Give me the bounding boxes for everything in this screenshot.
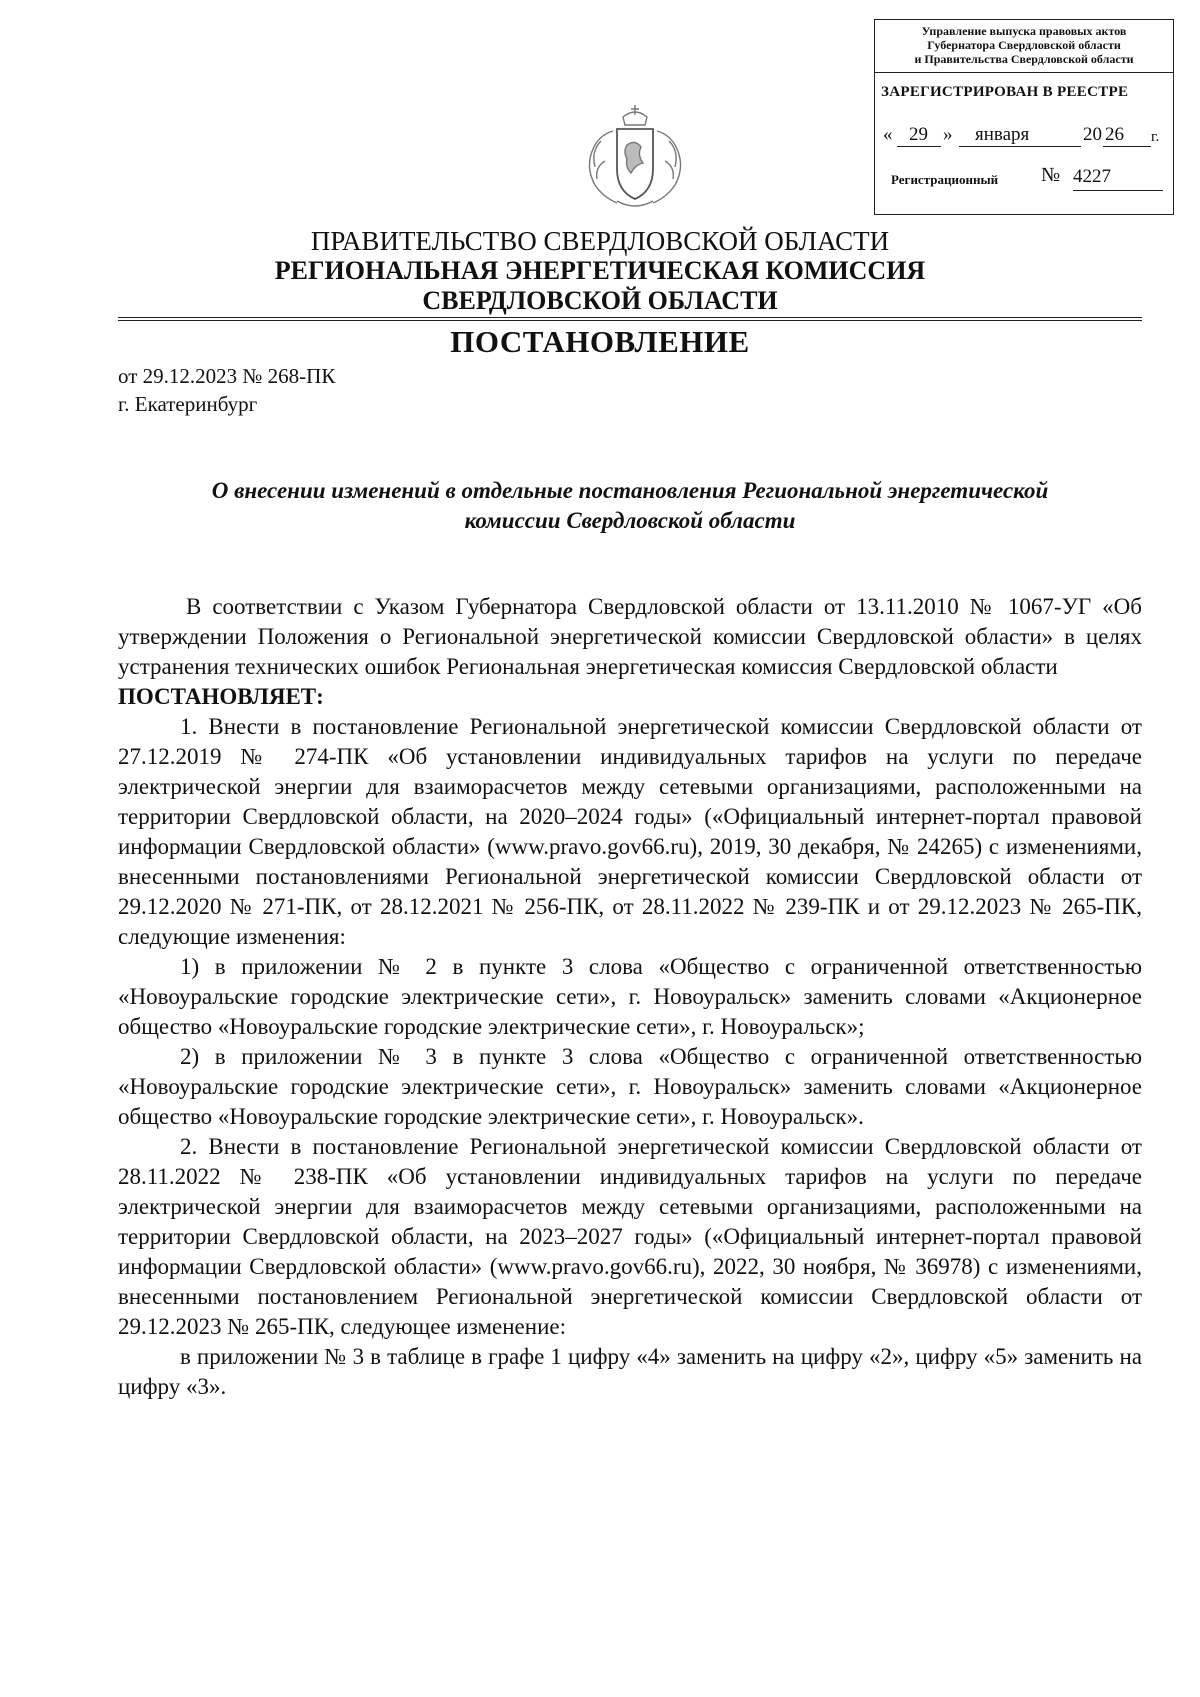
header-divider [118,317,1142,318]
subject-line: О внесении изменений в отдельные постановления Региональной энергетической [211,478,1049,503]
stamp-year-mark: г. [1151,129,1160,145]
stamp-header-line: Управление выпуска правовых актов [921,24,1127,38]
government-title: ПРАВИТЕЛЬСТВО СВЕРДЛОВСКОЙ ОБЛАСТИ [310,226,890,256]
doc-city: г. Екатеринбург [118,392,258,416]
resolves-heading: ПОСТАНОВЛЯЕТ: [118,684,324,709]
stamp-day: 29 [909,124,928,145]
commission-title-line1: РЕГИОНАЛЬНАЯ ЭНЕРГЕТИЧЕСКАЯ КОМИССИЯ [274,256,926,285]
item-1-1-paragraph: 1) в приложении № 2 в пункте 3 слова «Общество с ограниченной ответственностью «Новоуральские городские электрические сети», г. Новоуральск» заменить словами «Акционерное общество «Новоуральские городские электрические сети», г. Новоуральск»; [118,954,1142,1039]
stamp-year-suffix: 26 [1105,124,1124,145]
stamp-number-sign: № [1041,164,1061,186]
stamp-month: января [975,124,1030,145]
header-divider [118,320,1142,321]
stamp-header [875,20,1173,73]
stamp-quote-open: « [883,124,893,145]
stamp-reg-number [891,164,1111,188]
coat-of-arms-icon [565,103,705,213]
stamp-registered-label: ЗАРЕГИСТРИРОВАН В РЕЕСТРЕ [881,84,1129,100]
item-1-paragraph: 1. Внести в постановление Региональной энергетической комиссии Свердловской области от 27.12.2019 № 274-ПК «Об установлении индивидуальных тарифов на услуги по передаче электрической энергии для взаиморасчетов между сетевыми организациями, расположенными на территории Свердловской области, на 2020–2024 годы» («Официальный интернет-портал правовой информации Свердловской области» (www.pravo.gov66.ru), 2019, 30 декабря, № 24265) с изменениями, внесенными постановлениями Региональной энергетической комиссии Свердловской области от 29.12.2020 № 271-ПК, от 28.12.2021 № 256-ПК, от 28.11.2022 № 239-ПК и от 29.12.2023 № 265-ПК, следующие изменения: [118,714,1142,949]
stamp-header-line: и Правительства Свердловской области [914,52,1134,66]
item-2-paragraph: 2. Внести в постановление Региональной энергетической комиссии Свердловской области от 28.11.2022 № 238-ПК «Об установлении индивидуальных тарифов на услуги по передаче электрической энергии для взаиморасчетов между сетевыми организациями, расположенными на территории Свердловской области, на 2023–2027 годы» («Официальный интернет-портал правовой информации Свердловской области» (www.pravo.gov66.ru), 2022, 30 ноября, № 36978) с изменениями, внесенными постановлением Региональной энергетической комиссии Свердловской области от 29.12.2023 № 265-ПК, следующее изменение: [118,1134,1142,1339]
registration-stamp [874,19,1174,215]
stamp-quote-close: » [943,124,953,145]
stamp-number-value: 4227 [1073,166,1163,191]
subject-line: комиссии Свердловской области [464,508,796,533]
preamble-paragraph: В соответствии с Указом Губернатора Свердловской области от 13.11.2010 № 1067-УГ «Об утверждении Положения о Региональной энергетической комиссии Свердловской области» в целях устранения технических ошибок Региональная энергетическая комиссия Свердловской области [118,594,1142,679]
item-2-1-paragraph: в приложении № 3 в таблице в графе 1 цифру «4» заменить на цифру «2», цифру «5» заменить на цифру «3». [118,1344,1142,1399]
doc-type-title: ПОСТАНОВЛЕНИЕ [450,324,750,359]
doc-date-number: от 29.12.2023 № 268-ПК [118,364,336,388]
stamp-reg-label: Регистрационный [891,172,999,187]
doc-subject [118,476,1142,536]
item-1-2-paragraph: 2) в приложении № 3 в пункте 3 слова «Общество с ограниченной ответственностью «Новоуральские городские электрические сети», г. Новоуральск» заменить словами «Акционерное общество «Новоуральские городские электрические сети», г. Новоуральск». [118,1044,1142,1129]
doc-body [118,592,1142,1402]
stamp-date [883,124,1167,150]
stamp-header-line: Губернатора Свердловской области [927,38,1121,52]
commission-title-line2: СВЕРДЛОВСКОЙ ОБЛАСТИ [422,286,778,315]
stamp-year-prefix: 20 [1083,124,1102,145]
